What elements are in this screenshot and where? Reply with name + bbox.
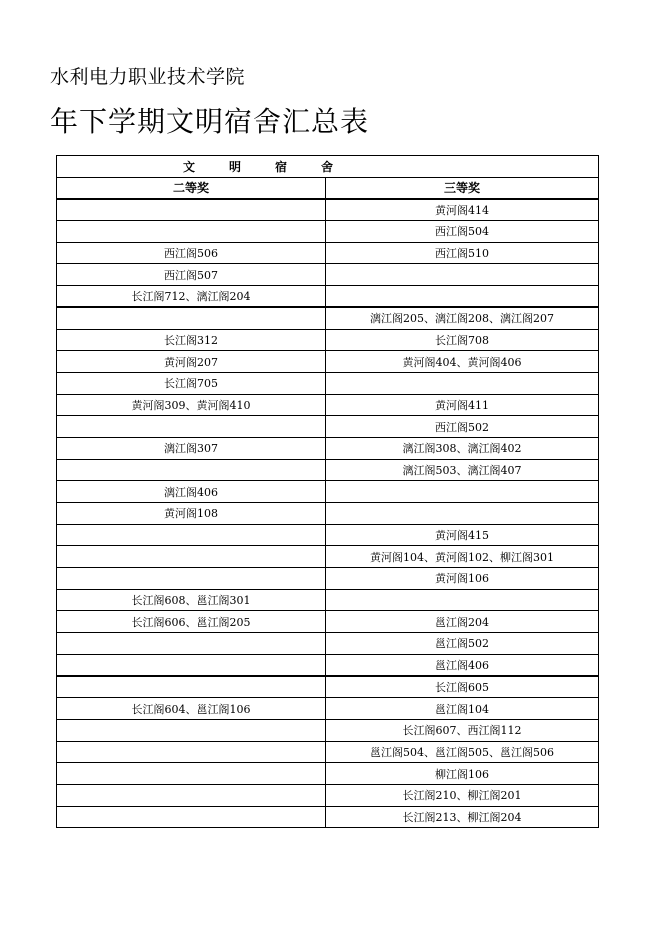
table-row bbox=[57, 372, 599, 394]
third-prize-cell: 黄河阁414 bbox=[326, 199, 599, 221]
second-prize-cell: 黄河阁309、黄河阁410 bbox=[57, 394, 326, 416]
table-row bbox=[57, 242, 599, 264]
second-prize-cell: 长江阁312 bbox=[57, 329, 326, 351]
second-prize-cell: 长江阁608、邕江阁301 bbox=[57, 589, 326, 611]
third-prize-cell: 黄河阁104、黄河阁102、柳江阁301 bbox=[326, 546, 599, 568]
second-prize-cell bbox=[57, 199, 326, 221]
second-prize-cell: 黄河阁207 bbox=[57, 351, 326, 373]
table-row bbox=[57, 546, 599, 568]
table-row bbox=[57, 676, 599, 698]
third-prize-cell: 邕江阁204 bbox=[326, 611, 599, 633]
table-row bbox=[57, 351, 599, 373]
third-prize-cell bbox=[326, 264, 599, 286]
third-prize-cell: 邕江阁502 bbox=[326, 633, 599, 655]
third-prize-cell: 黄河阁404、黄河阁406 bbox=[326, 351, 599, 373]
third-prize-cell bbox=[326, 503, 599, 525]
third-prize-cell: 长江阁708 bbox=[326, 329, 599, 351]
table-row bbox=[57, 329, 599, 351]
column-header-third-prize: 三等奖 bbox=[326, 177, 599, 199]
dormitory-table bbox=[56, 155, 599, 828]
second-prize-cell bbox=[57, 676, 326, 698]
table-row bbox=[57, 199, 599, 221]
second-prize-cell bbox=[57, 459, 326, 481]
table-row bbox=[57, 589, 599, 611]
third-prize-cell bbox=[326, 481, 599, 503]
third-prize-cell: 邕江阁406 bbox=[326, 654, 599, 676]
third-prize-cell: 漓江阁308、漓江阁402 bbox=[326, 437, 599, 459]
third-prize-cell bbox=[326, 589, 599, 611]
second-prize-cell bbox=[57, 221, 326, 243]
third-prize-cell: 柳江阁106 bbox=[326, 763, 599, 785]
banner-cell bbox=[57, 156, 599, 178]
third-prize-cell: 漓江阁503、漓江阁407 bbox=[326, 459, 599, 481]
second-prize-cell: 漓江阁307 bbox=[57, 437, 326, 459]
third-prize-cell bbox=[326, 372, 599, 394]
table-row bbox=[57, 524, 599, 546]
second-prize-cell bbox=[57, 416, 326, 438]
second-prize-cell bbox=[57, 763, 326, 785]
second-prize-cell bbox=[57, 524, 326, 546]
table-row bbox=[57, 459, 599, 481]
table-row bbox=[57, 654, 599, 676]
third-prize-cell: 黄河阁106 bbox=[326, 568, 599, 590]
second-prize-cell: 漓江阁406 bbox=[57, 481, 326, 503]
second-prize-cell bbox=[57, 546, 326, 568]
table-row bbox=[57, 394, 599, 416]
table-row bbox=[57, 698, 599, 720]
second-prize-cell bbox=[57, 633, 326, 655]
table-row bbox=[57, 416, 599, 438]
second-prize-cell bbox=[57, 568, 326, 590]
table-row bbox=[57, 719, 599, 741]
page-title: 年下学期文明宿舍汇总表 bbox=[50, 105, 370, 138]
third-prize-cell: 西江阁504 bbox=[326, 221, 599, 243]
banner-row bbox=[57, 156, 599, 178]
institution-name: 水利电力职业技术学院 bbox=[50, 66, 246, 88]
third-prize-cell: 漓江阁205、漓江阁208、漓江阁207 bbox=[326, 307, 599, 329]
second-prize-cell bbox=[57, 307, 326, 329]
third-prize-cell: 西江阁502 bbox=[326, 416, 599, 438]
header-row bbox=[57, 177, 599, 199]
table-row bbox=[57, 264, 599, 286]
third-prize-cell: 西江阁510 bbox=[326, 242, 599, 264]
table-row bbox=[57, 784, 599, 806]
table-row bbox=[57, 503, 599, 525]
third-prize-cell: 黄河阁415 bbox=[326, 524, 599, 546]
third-prize-cell: 长江阁213、柳江阁204 bbox=[326, 806, 599, 828]
second-prize-cell: 长江阁604、邕江阁106 bbox=[57, 698, 326, 720]
third-prize-cell: 长江阁607、西江阁112 bbox=[326, 719, 599, 741]
third-prize-cell: 长江阁605 bbox=[326, 676, 599, 698]
table-row bbox=[57, 286, 599, 308]
third-prize-cell: 长江阁210、柳江阁201 bbox=[326, 784, 599, 806]
table-row bbox=[57, 611, 599, 633]
second-prize-cell bbox=[57, 719, 326, 741]
table-row bbox=[57, 481, 599, 503]
second-prize-cell: 西江阁507 bbox=[57, 264, 326, 286]
banner-label: 文明宿舍 bbox=[183, 159, 368, 174]
second-prize-cell bbox=[57, 741, 326, 763]
table-row bbox=[57, 806, 599, 828]
third-prize-cell: 邕江阁504、邕江阁505、邕江阁506 bbox=[326, 741, 599, 763]
table-row bbox=[57, 437, 599, 459]
third-prize-cell: 邕江阁104 bbox=[326, 698, 599, 720]
second-prize-cell: 西江阁506 bbox=[57, 242, 326, 264]
third-prize-cell bbox=[326, 286, 599, 308]
table-row bbox=[57, 741, 599, 763]
second-prize-cell bbox=[57, 806, 326, 828]
table-row bbox=[57, 307, 599, 329]
second-prize-cell: 长江阁606、邕江阁205 bbox=[57, 611, 326, 633]
second-prize-cell bbox=[57, 784, 326, 806]
third-prize-cell: 黄河阁411 bbox=[326, 394, 599, 416]
table-row bbox=[57, 568, 599, 590]
column-header-second-prize: 二等奖 bbox=[57, 177, 326, 199]
second-prize-cell: 长江阁712、漓江阁204 bbox=[57, 286, 326, 308]
table-row bbox=[57, 221, 599, 243]
second-prize-cell: 黄河阁108 bbox=[57, 503, 326, 525]
second-prize-cell: 长江阁705 bbox=[57, 372, 326, 394]
table-row bbox=[57, 633, 599, 655]
table-row bbox=[57, 763, 599, 785]
second-prize-cell bbox=[57, 654, 326, 676]
